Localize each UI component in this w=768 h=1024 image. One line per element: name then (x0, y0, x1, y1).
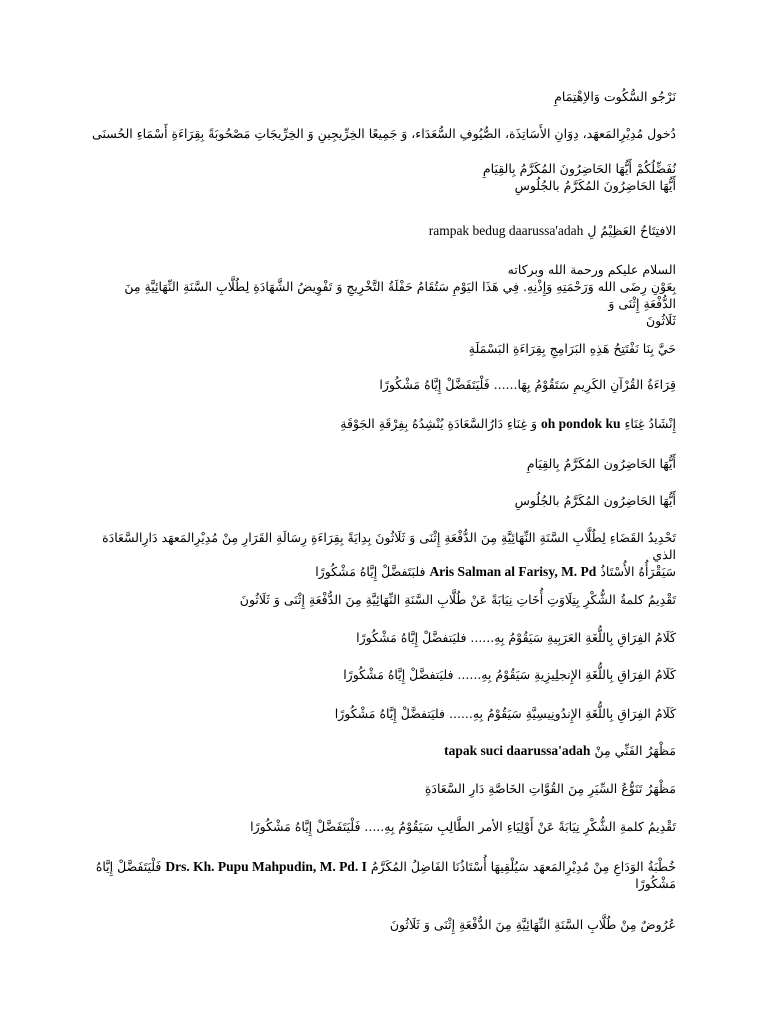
arabic-text: نُفَضِّلُكُمْ أَيُّهَا الحَاضِرُونَ المُكَرَّمُ بِالقِيَامِ (482, 161, 676, 176)
paragraph-line (90, 563, 676, 580)
paragraph-line (90, 261, 676, 278)
arabic-text: مَظْهَرُ الفَنِّي مِنْ (594, 743, 676, 758)
arabic-text: الافتِتَاحُ العَظِيْمُ لِ (587, 223, 676, 238)
paragraph-line (90, 492, 676, 509)
arabic-text: عُرُوضٌ مِنْ طُلَّابِ السَّنَةِ النِّهَائِيَّةِ مِنَ الدُّفْعَةِ إِثْنَى وَ ثَلَاثُونَ (389, 917, 676, 932)
paragraph-line (90, 455, 676, 472)
paragraph (90, 916, 676, 933)
paragraph-line (90, 858, 676, 875)
paragraph-line (90, 742, 676, 759)
paragraph (90, 858, 676, 892)
paragraph-line (90, 818, 676, 835)
paragraph (90, 340, 676, 357)
arabic-text: تَقْدِيمُ كلمةِ الشُّكْرِ نِيَابَةً عَنْ أَوْلِيَاءِ الأمر الطَّالِبِ سَيَقُوْمُ بِهِ..... فَلْيَتَفَضَّلْ إِيَّاهُ مَشْكُورًا (250, 819, 676, 834)
paragraph (90, 376, 676, 393)
paragraph (90, 818, 676, 835)
paragraph (90, 780, 676, 797)
arabic-text: كَلَامُ الفِرَاقِ بِاللُّغَةِ الإِنجلِيزِيةِ سَيَقُوْمُ بِهِ...... فليَتفضَّلْ إِيَّاهُ مَشْكُورًا (343, 667, 676, 682)
latin-name: Aris Salman al Farisy, M. Pd (429, 564, 597, 579)
arabic-text: فَلْيَتَفَضَّلْ إِيَّاهُ (95, 859, 162, 874)
paragraph (90, 666, 676, 683)
paragraph (90, 415, 676, 432)
latin-name: oh pondok ku (541, 416, 621, 431)
paragraph (90, 529, 676, 580)
paragraph (90, 629, 676, 646)
arabic-text: ثَلَاثُونَ (645, 313, 676, 328)
paragraph-line (90, 705, 676, 722)
paragraph-line (90, 312, 676, 329)
arabic-text: خُطْبَةُ الوَدَاعِ مِنْ مُدِيْرِالمَعهَد سَيُلْقِيهَا أُسْتَاذُنَا الفَاضِلُ المُكَرَّمُ (370, 859, 676, 874)
latin-name: Drs. Kh. Pupu Mahpudin, M. Pd. I (165, 859, 367, 874)
latin-name: rampak bedug daarussa'adah (428, 223, 584, 238)
arabic-text: دُخول مُدِيْرِالمَعهَد، دِوَانِ الأَسَاتِذَة، الصُّيُوفِ السُّعَدَاء، وَ جَمِيعًا الخِرِّيجِينِ وَ الخِرِّيجَاتِ مَصْحُوبَةً بِقِرَاءَةِ أَسْمَاءِ الحُسنَى (92, 126, 676, 141)
arabic-text: قِرَاءَةُ القُرْآنِ الكَرِيمِ سَتَقُوْمُ بِهَا...... فَلْيَتَفَضَّلْ إِيَّاهُ مَشْكُورًا (379, 377, 676, 392)
paragraph (90, 125, 676, 142)
arabic-text: كَلَامُ الفِرَاقِ بِاللُّغَةِ الإِندُونِيسِيَّةِ سَيَقُوْمُ بِهِ...... فليَتفضَّلْ إِيَّاهُ مَشْكُورًا (334, 706, 676, 721)
paragraph-line (90, 666, 676, 683)
paragraph-line (90, 222, 676, 239)
paragraph-line (90, 160, 676, 177)
arabic-text: مَشْكُورًا (635, 876, 676, 891)
arabic-text: أَيُّهَا الحَاضِرُون المُكَرَّمُ بالجُلُوسِ (514, 493, 676, 508)
paragraph-line (90, 415, 676, 432)
arabic-text: تَحْدِيدُ القَضَاءِ لِطُلَّابِ السَّنَةِ النِّهَائِيَّةِ مِنَ الدُّفْعَةِ إِثْنَى وَ ثَلَاثُونَ بِدِايَةً بِقِرَاءَةِ رِسَالَةِ القَرَارِ مِنْ مُدِيْرِالمَعهَد دَارِالسَّعَادَة الذي (102, 530, 676, 562)
paragraph-line (90, 916, 676, 933)
paragraph (90, 591, 676, 608)
paragraph (90, 492, 676, 509)
arabic-text: نَرْجُو السُّكُوت وَالاِهْتِمَامِ (554, 89, 676, 104)
paragraph-line (90, 88, 676, 105)
paragraph-line (90, 340, 676, 357)
paragraph (90, 160, 676, 194)
paragraph-line (90, 629, 676, 646)
paragraph (90, 88, 676, 105)
paragraph-line (90, 278, 676, 312)
paragraph (90, 455, 676, 472)
paragraph-line (90, 591, 676, 608)
arabic-text: أَيُّهَا الحَاضِرُون المُكَرَّمُ بِالقِيَامِ (526, 456, 676, 471)
latin-name: tapak suci daarussa'adah (444, 743, 591, 758)
arabic-text: إِنْشَادُ غِنَاءِ (624, 416, 676, 431)
paragraph-line (90, 125, 676, 142)
arabic-text: فلبَتَفضَّلْ إِيَّاهُ مَشْكُورًا (315, 564, 426, 579)
paragraph (90, 705, 676, 722)
paragraph-line (90, 780, 676, 797)
paragraph-line (90, 875, 676, 892)
paragraph (90, 222, 676, 239)
arabic-text: أَيُّهَا الحَاضِرُونَ المُكَرَّمُ بالجُلُوسِ (514, 178, 676, 193)
paragraph-line (90, 376, 676, 393)
arabic-text: مَظْهَرُ تَنَوُّعُ السِّيَرِ مِنَ القُوَّاتِ الخَاصَّةِ دَارِ السَّعَادَةِ (424, 781, 676, 796)
arabic-text: وَ غِنَاءِ دَارُالسَّعَادَةِ يُنْشِدُهُ بِفِرْقَةِ الجَوْقَةِ (340, 416, 538, 431)
arabic-text: تَقْدِيمُ كلمةُ الشُّكْرِ بِتِلَاوَتِ أُخَاتِ نِيَابَةً عَنْ طُلَّابِ السَّنَةِ النِّهَائِيَّةِ مِنَ الدُّفْعَةِ إِثْنَى وَ ثَلَاثُونَ (239, 592, 676, 607)
arabic-text: السلام عليكم ورحمة الله وبركاته (507, 262, 676, 277)
paragraph-line (90, 529, 676, 563)
paragraph (90, 261, 676, 329)
paragraph (90, 742, 676, 759)
arabic-text: بِعَوْنِ رِضَى الله وَرَحْمَتِهِ وَإِذْنِهِ. فِي هَذَا اليَوْمِ سَتُقَامُ حَفْلَةُ التَّخْرِيجِ وَ تَفْوِيضُ الشَّهَادَةِ لِطُلَّابِ السَّنَةِ النِّهَائِيَّةِ مِنَ الدُّفْعَةِ إِثْنَى وَ (124, 279, 676, 311)
arabic-text: سَيَقْرَأُهُ الأُسْتَاذُ (600, 564, 676, 579)
arabic-text: كَلَامُ الفِرَاقِ بِاللُّغَةِ العَرَبِيةِ سَيَقُوْمُ بِهِ...... فليَتفضَّلْ إِيَّاهُ مَشْكُورًا (356, 630, 676, 645)
paragraph-line (90, 177, 676, 194)
arabic-text: حَيَّ بِنَا نَفْتَتِحُ هَذِهِ البَرَامِجِ بِقِرَاءَةِ البَسْمَلَةِ (468, 341, 676, 356)
